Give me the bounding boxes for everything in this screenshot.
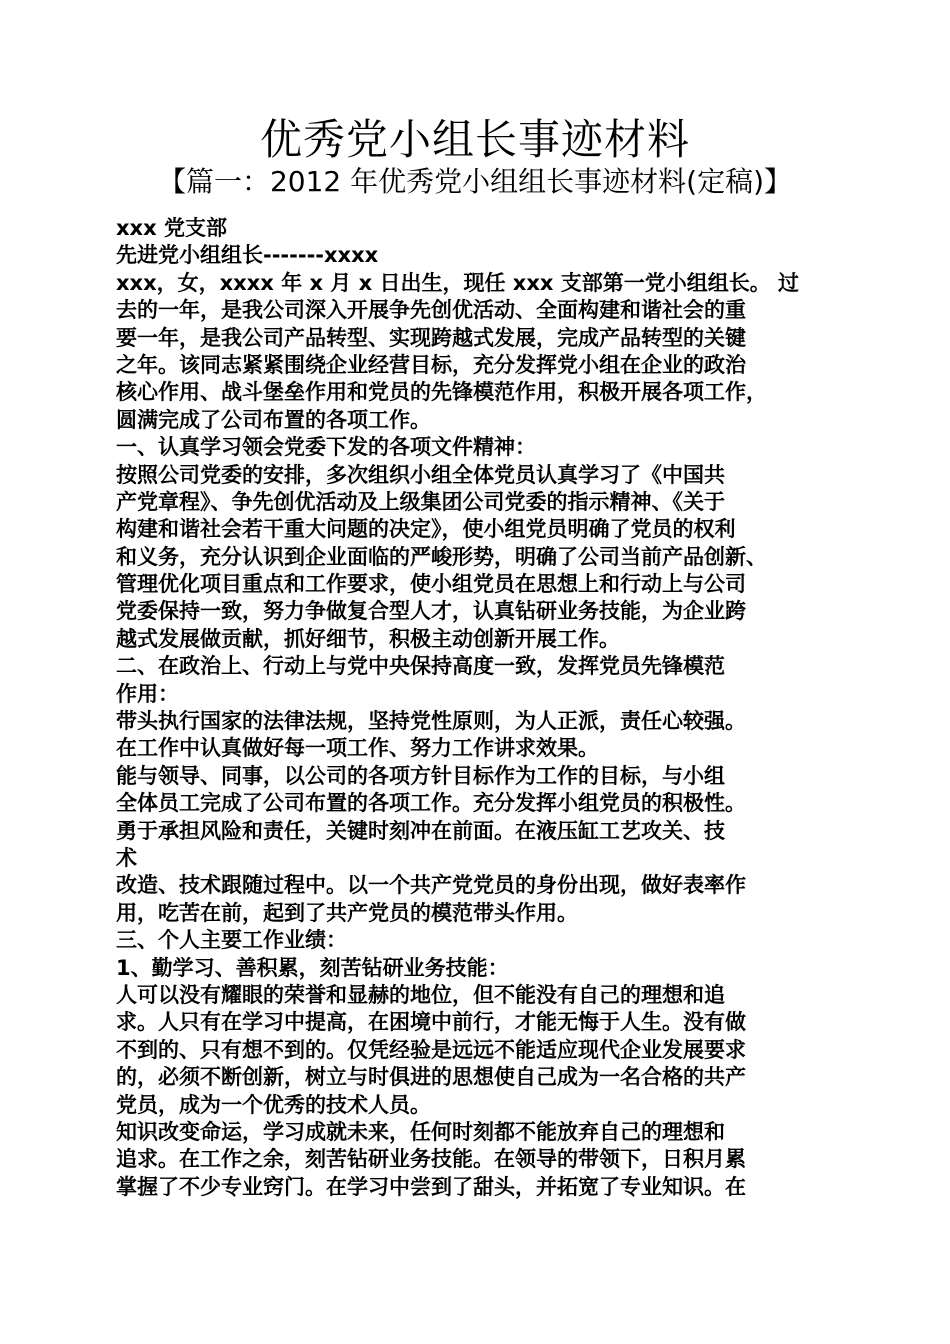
text-line: 追求。在工作之余，刻苦钻研业务技能。在领导的带领下，日积月累 [116,1147,746,1172]
text-line: 1、勤学习、善积累，刻苦钻研业务技能： [116,955,509,980]
text-line: 先进党小组组长-------xxxx [116,243,379,268]
text-line: 人可以没有耀眼的荣誉和显赫的地位，但不能没有自己的理想和追 [116,982,725,1007]
text-line: 能与领导、同事，以公司的各项方针目标作为工作的目标，与小组 [116,763,725,788]
text-line: 全体员工完成了公司布置的各项工作。充分发挥小组党员的积极性。 [116,791,746,816]
text-line: 用，吃苦在前，起到了共产党员的模范带头作用。 [116,900,578,925]
text-line: 越式发展做贡献，抓好细节，积极主动创新开展工作。 [116,626,620,651]
text-line: 在工作中认真做好每一项工作、努力工作讲求效果。 [116,736,599,761]
text-line: 作用： [116,681,179,706]
text-line: 掌握了不少专业窍门。在学习中尝到了甜头，并拓宽了专业知识。在 [116,1174,746,1199]
document-body [116,215,856,1201]
text-line: 的，必须不断创新，树立与时俱进的思想使自己成为一名合格的共产 [116,1065,746,1090]
text-line: 三、个人主要工作业绩： [116,928,347,953]
text-line: 党员，成为一个优秀的技术人员。 [116,1092,431,1117]
text-line: 管理优化项目重点和工作要求，使小组党员在思想上和行动上与公司 [116,572,746,597]
text-line: 不到的、只有想不到的。仅凭经验是远远不能适应现代企业发展要求 [116,1037,746,1062]
text-line: 核心作用、战斗堡垒作用和党员的先锋模范作用，积极开展各项工作， [116,380,767,405]
text-line: 党委保持一致，努力争做复合型人才，认真钻研业务技能，为企业跨 [116,599,746,624]
text-line: 一、认真学习领会党委下发的各项文件精神： [116,435,536,460]
text-line: xxx，女，xxxx 年 x 月 x 日出生，现任 xxx 支部第一党小组组长。 过 [116,270,800,295]
text-line: 构建和谐社会若干重大问题的决定》，使小组党员明确了党员的权利 [116,517,736,542]
document-title: 优秀党小组长事迹材料 [259,115,690,164]
text-line: 按照公司党委的安排，多次组织小组全体党员认真学习了《中国共 [116,462,725,487]
text-line: xxx 党支部 [116,216,227,240]
text-line: 要一年，是我公司产品转型、实现跨越式发展，完成产品转型的关键 [116,325,746,350]
text-line: 知识改变命运，学习成就未来，任何时刻都不能放弃自己的理想和 [116,1119,725,1144]
text-line: 求。人只有在学习中提高，在困境中前行，才能无悔于人生。没有做 [116,1010,746,1035]
text-line: 勇于承担风险和责任，关键时刻冲在前面。在液压缸工艺攻关、技 [116,818,725,843]
text-line: 术 [116,845,137,870]
text-line: 和义务，充分认识到企业面临的严峻形势，明确了公司当前产品创新、 [116,544,767,569]
text-line: 产党章程》、争先创优活动及上级集团公司党委的指示精神、《关于 [116,489,725,514]
text-line: 去的一年，是我公司深入开展争先创优活动、全面构建和谐社会的重 [116,298,746,323]
text-line: 改造、技术跟随过程中。以一个共产党党员的身份出现，做好表率作 [116,873,746,898]
document-subtitle: 【篇一：2012 年优秀党小组组长事迹材料(定稿)】 [157,165,792,198]
text-line: 圆满完成了公司布置的各项工作。 [116,407,431,432]
text-line: 之年。该同志紧紧围绕企业经营目标，充分发挥党小组在企业的政治 [116,352,746,377]
text-line: 带头执行国家的法律法规，坚持党性原则，为人正派，责任心较强。 [116,709,746,734]
text-line: 二、在政治上、行动上与党中央保持高度一致，发挥党员先锋模范 [116,654,725,679]
